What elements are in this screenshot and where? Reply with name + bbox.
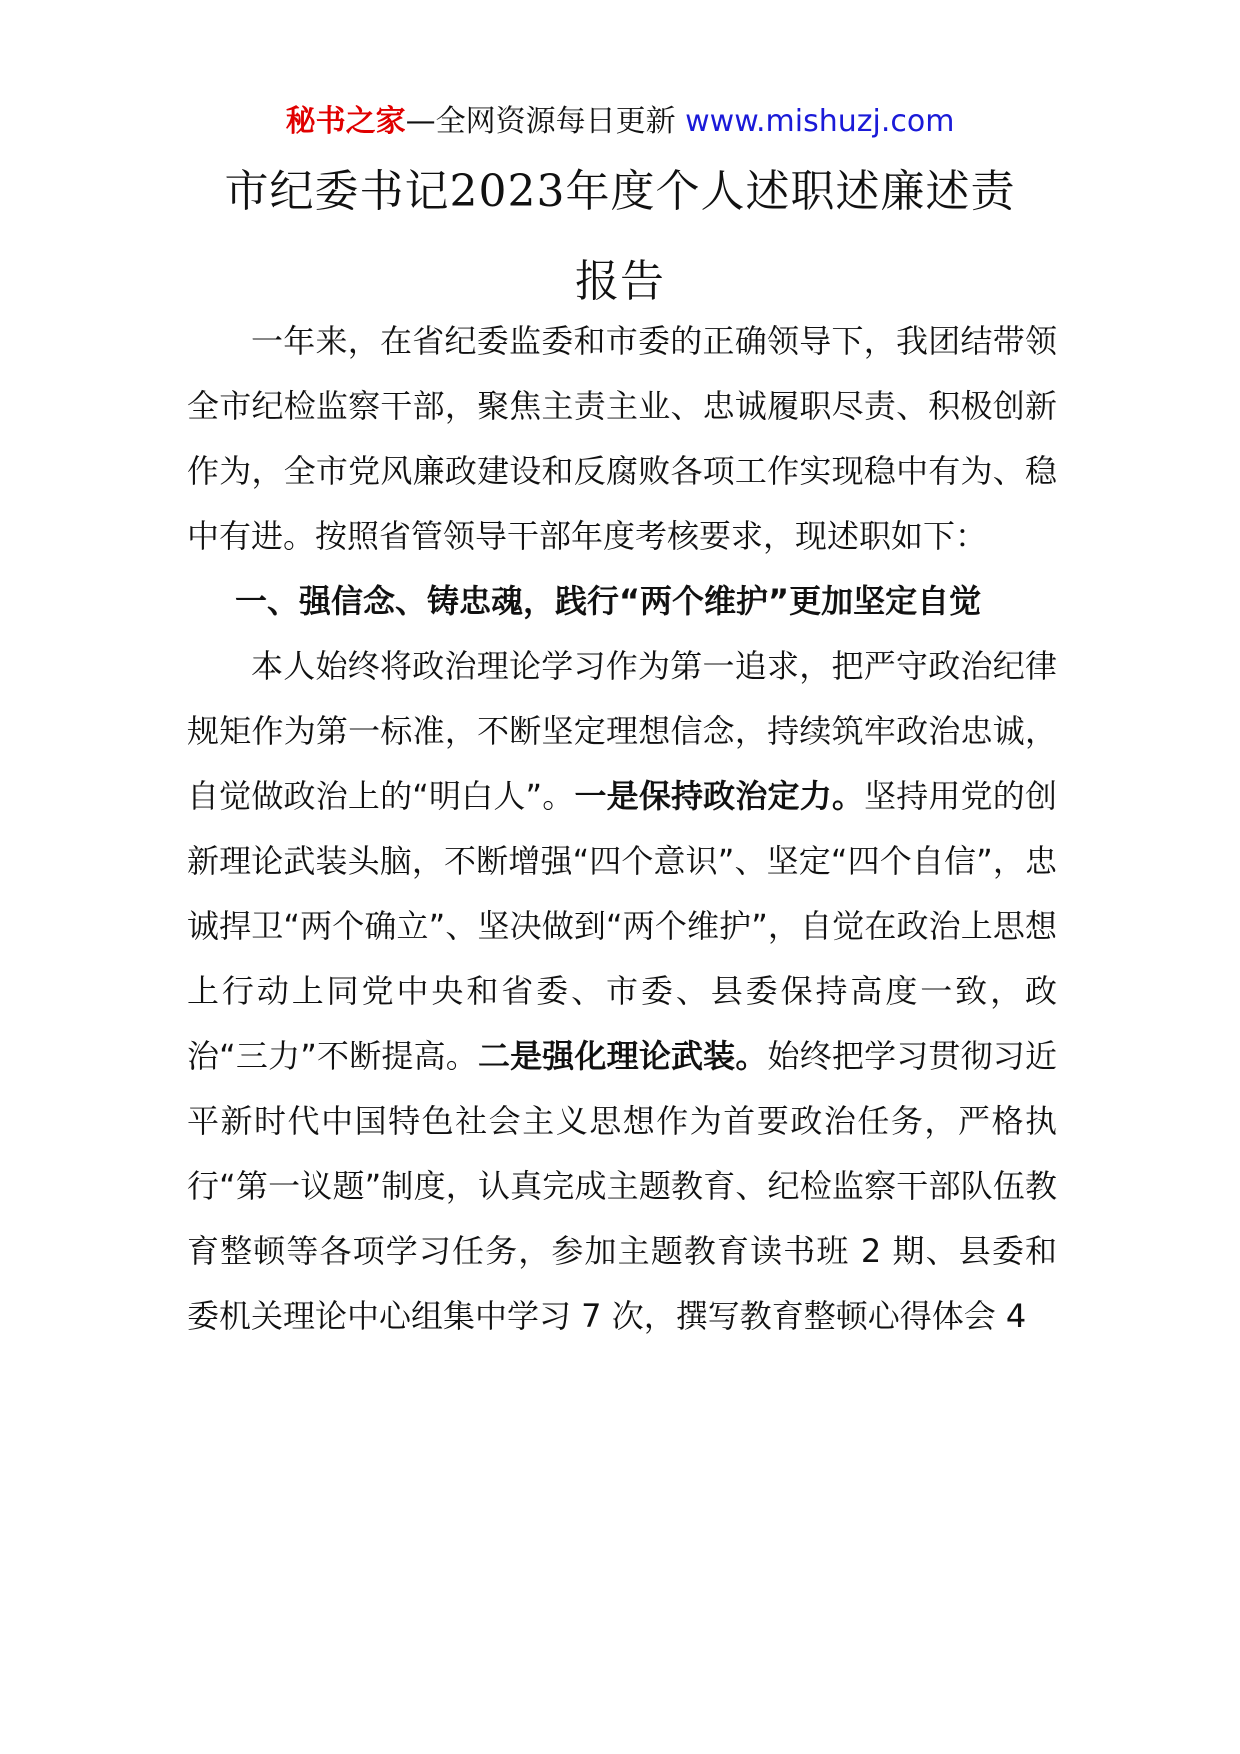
site-tagline: —全网资源每日更新 (405, 104, 686, 139)
document-title-line-1: 市纪委书记2023年度个人述职述廉述责 (224, 166, 1016, 217)
document-body (187, 309, 1057, 1349)
section-1-heading: 一、强信念、铸忠魂，践行“两个维护”更加坚定自觉 (235, 582, 982, 620)
site-brand: 秘书之家 (285, 104, 406, 139)
paragraph-lead: 本人始终将政治理论学习作为第一追求，把严守政治纪律规矩作为第一标准，不断坚定理想信念，持续筑牢政治忠诚，自觉做政治上的“明白人”。 (187, 647, 1057, 815)
document-title-line-2: 报告 (575, 256, 665, 307)
point-1-label: 一是保持政治定力。 (574, 777, 865, 815)
section-1-paragraph (187, 634, 1057, 1349)
intro-paragraph: 一年来，在省纪委监委和市委的正确领导下，我团结带领全市纪检监察干部，聚焦主责主业、忠诚履职尽责、积极创新作为，全市党风廉政建设和反腐败各项工作实现稳中有为、稳中有进。按照省管领导干部年度考核要求，现述职如下： (187, 322, 1057, 555)
site-header (0, 100, 1240, 144)
point-1-text: 坚持用党的创新理论武装头脑，不断增强“四个意识”、坚定“四个自信”，忠诚捍卫“两个确立”、坚决做到“两个维护”，自觉在政治上思想上行动上同党中央和省委、市委、县委保持高度一致，政治“三力”不断提高。 (187, 777, 1057, 1075)
site-url-link[interactable]: www.mishuzj.com (685, 104, 955, 139)
point-2-label: 二是强化理论武装。 (477, 1037, 768, 1075)
point-2-text: 始终把学习贯彻习近平新时代中国特色社会主义思想作为首要政治任务，严格执行“第一议题”制度，认真完成主题教育、纪检监察干部队伍教育整顿等各项学习任务，参加主题教育读书班 2 期、县委和委机关理论中心组集中学习 7 次，撰写教育整顿心得体会 4 (187, 1037, 1057, 1335)
